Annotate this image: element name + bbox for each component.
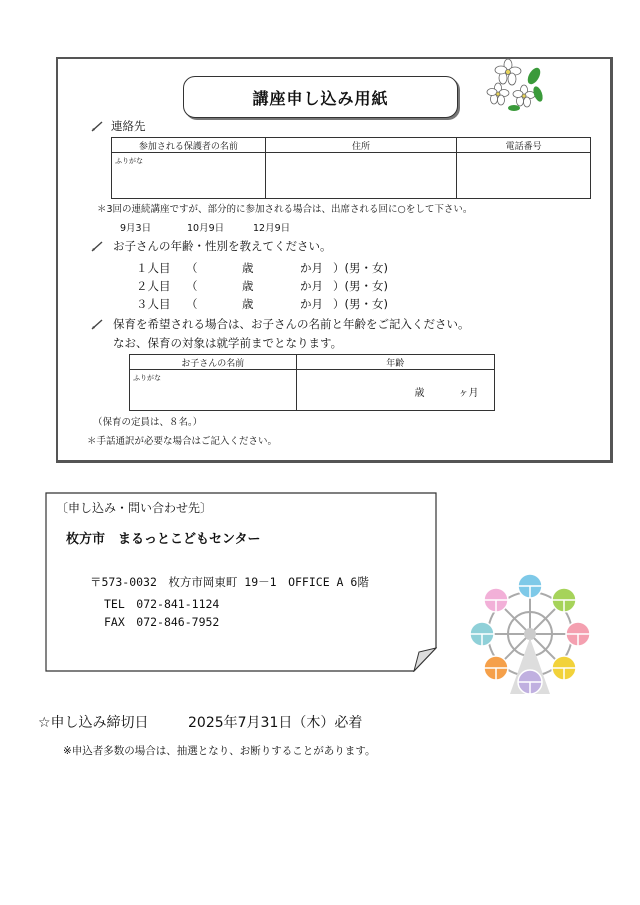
organization-name: 枚方市 まるっとこどもセンター <box>66 532 261 547</box>
pen-icon <box>90 240 104 252</box>
address: 〒573-0032 枚方市岡東町 19－1 OFFICE A 6階 <box>90 575 369 589</box>
guardian-name-field[interactable] <box>112 153 266 199</box>
header-address: 住所 <box>265 138 457 153</box>
child-2-month-unit: か月 <box>300 279 323 293</box>
childcare-table <box>129 354 495 411</box>
contact-heading: 連絡先 <box>111 119 146 133</box>
child-1-age-unit: 歳 <box>242 261 254 275</box>
child-3-age-unit: 歳 <box>242 297 254 311</box>
lottery-note: ※申込者多数の場合は、抽選となり、お断りすることがあります。 <box>63 745 376 757</box>
header-phone: 電話番号 <box>457 138 591 153</box>
pen-icon <box>90 318 104 330</box>
month-unit: ヶ月 <box>458 388 479 399</box>
child-age-field[interactable] <box>296 370 494 411</box>
child-1-month-unit: か月 <box>300 261 323 275</box>
tel[interactable]: TEL 072-841-1124 <box>104 597 220 611</box>
children-heading: お子さんの年齢・性別を教えてください。 <box>113 239 332 253</box>
child-1-open: （ <box>186 261 198 275</box>
ferris-wheel-illustration <box>466 568 596 700</box>
child-3-month-unit: か月 <box>300 297 323 311</box>
deadline-date: 2025年7月31日（木）必着 <box>188 715 363 731</box>
child-1-gender[interactable]: ）(男・女) <box>333 261 388 275</box>
flower-illustration <box>486 54 548 114</box>
date-3[interactable]: 12月9日 <box>253 223 291 234</box>
child-2-open: （ <box>186 279 198 293</box>
childcare-sub: なお、保育の対象は就学前までとなります。 <box>113 336 343 350</box>
child-2-label: ２人目 <box>136 279 171 293</box>
header-guardian-name: 参加される保護者の名前 <box>112 138 266 153</box>
contact-heading: 〔申し込み・問い合わせ先〕 <box>56 501 213 515</box>
sign-language-note: ＊手話通訳が必要な場合はご記入ください。 <box>87 436 278 447</box>
child-3-gender[interactable]: ）(男・女) <box>333 297 388 311</box>
header-age: 年齢 <box>296 355 494 370</box>
phone-field[interactable] <box>457 153 591 199</box>
child-name-field[interactable] <box>130 370 297 411</box>
date-2[interactable]: 10月9日 <box>187 223 225 234</box>
child-2-gender[interactable]: ）(男・女) <box>333 279 388 293</box>
header-child-name: お子さんの名前 <box>130 355 297 370</box>
deadline-label: ☆申し込み締切日 <box>38 715 149 731</box>
address-field[interactable] <box>265 153 457 199</box>
child-3-label: ３人目 <box>136 297 171 311</box>
child-3-open: （ <box>186 297 198 311</box>
series-note: ＊3回の連続講座ですが、部分的に参加される場合は、出席される回に○をして下さい。 <box>97 204 473 215</box>
age-unit: 歳 <box>414 388 425 399</box>
capacity-note: （保育の定員は、８名。） <box>93 417 203 428</box>
pen-icon <box>90 120 104 132</box>
date-1[interactable]: 9月3日 <box>120 223 152 234</box>
form-title: 講座申し込み用紙 <box>183 76 458 118</box>
furigana-label: ふりがな <box>115 157 143 165</box>
child-1-label: １人目 <box>136 261 171 275</box>
child-2-age-unit: 歳 <box>242 279 254 293</box>
contact-table <box>111 137 591 199</box>
fax: FAX 072-846-7952 <box>104 615 220 629</box>
furigana-label: ふりがな <box>133 374 161 382</box>
childcare-heading: 保育を希望される場合は、お子さんの名前と年齢をご記入ください。 <box>113 317 470 331</box>
